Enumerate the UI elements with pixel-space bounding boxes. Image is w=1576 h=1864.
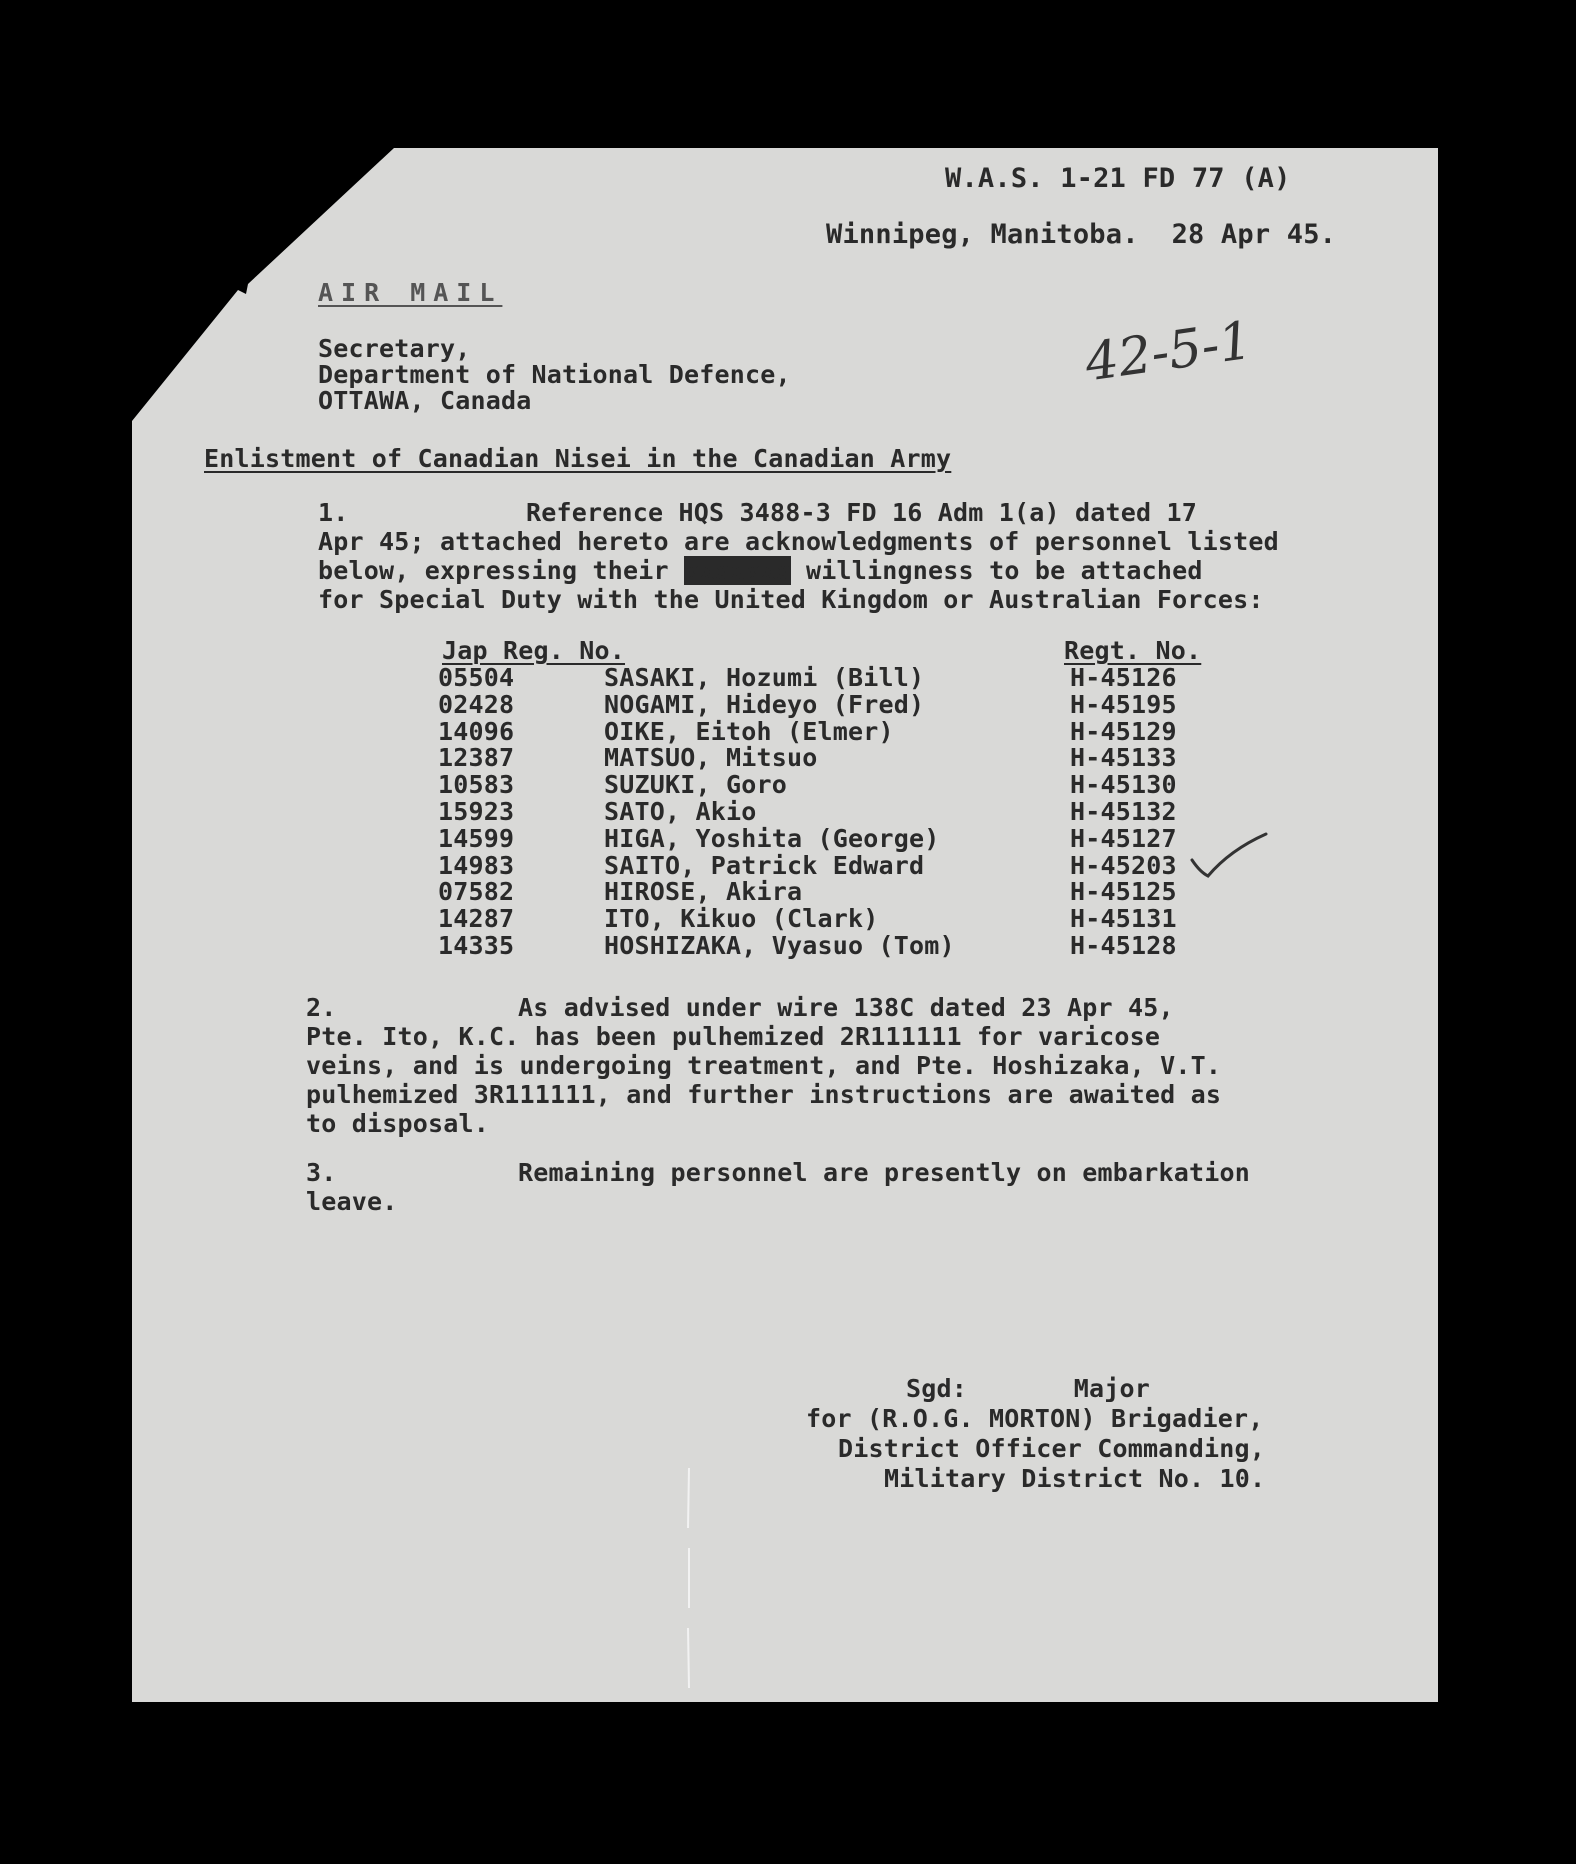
para2-line-3: veins, and is undergoing treatment, and Pte. Hoshizaka, V.T. [306, 1051, 1222, 1080]
para1-line-2: Apr 45; attached hereto are acknowledgments of personnel listed [318, 527, 1279, 556]
para3-line-1: Remaining personnel are presently on embarkation [518, 1158, 1251, 1187]
handwritten-file-number: 42-5-1 [1081, 310, 1256, 394]
para1-line-3 [318, 556, 1203, 585]
signature-line-3: District Officer Commanding, [838, 1434, 1266, 1463]
para2-line-4: pulhemized 3R111111, and further instructions are awaited as [306, 1080, 1222, 1109]
jap-reg-number: 02428 [438, 689, 515, 719]
regt-number: H-45130 [1070, 770, 1177, 800]
column-header-regt-no: Regt. No. [1064, 636, 1202, 665]
regt-number: H-45128 [1070, 931, 1177, 960]
person-name: SASAKI, Hozumi (Bill) [604, 663, 925, 692]
addressee-line-1: Secretary, [318, 334, 471, 363]
jap-reg-number: 14287 [438, 904, 515, 934]
air-mail-heading: AIR MAIL [318, 278, 503, 307]
person-name: OIKE, Eitoh (Elmer) [604, 716, 894, 746]
table-row [0, 877, 1576, 905]
table-row [0, 663, 1576, 691]
person-name: HOSHIZAKA, Vyasuo (Tom) [604, 931, 955, 960]
regt-number: H-45195 [1070, 689, 1177, 719]
table-row [0, 690, 1576, 718]
regt-number: H-45131 [1070, 904, 1177, 934]
jap-reg-number: 12387 [438, 743, 515, 773]
file-reference: W.A.S. 1-21 FD 77 (A) [945, 163, 1291, 194]
column-header-jap-reg-no: Jap Reg. No. [442, 636, 626, 665]
jap-reg-number: 14983 [438, 850, 515, 880]
signature-line-2: for (R.O.G. MORTON) Brigadier, [806, 1404, 1264, 1433]
person-name: HIROSE, Akira [604, 877, 803, 907]
jap-reg-number: 05504 [438, 663, 515, 692]
regt-number: H-45127 [1070, 823, 1177, 853]
para3-line-2: leave. [306, 1187, 398, 1216]
table-row [0, 743, 1576, 771]
scan-artifact-line [683, 1468, 695, 1728]
person-name: SUZUKI, Goro [604, 770, 788, 800]
regt-number: H-45132 [1070, 797, 1177, 826]
para2-line-1: As advised under wire 138C dated 23 Apr 45, [518, 993, 1174, 1022]
signature-line-1: Sgd: Major [906, 1374, 1151, 1403]
regt-number: H-45129 [1070, 716, 1177, 746]
para3-number: 3. [306, 1158, 337, 1187]
regt-number: H-45125 [1070, 877, 1177, 907]
jap-reg-number: 14096 [438, 716, 515, 746]
regt-number: H-45203 [1070, 850, 1177, 880]
person-name: SATO, Akio [604, 797, 757, 826]
para2-number: 2. [306, 993, 337, 1022]
struck-out-word: xxxxxxx [684, 556, 791, 585]
regt-number: H-45126 [1070, 663, 1177, 692]
jap-reg-number: 10583 [438, 770, 515, 800]
jap-reg-number: 14599 [438, 823, 515, 853]
para1-number: 1. [318, 498, 349, 527]
handwritten-checkmark-icon [1190, 830, 1270, 880]
regt-number: H-45133 [1070, 743, 1177, 773]
person-name: NOGAMI, Hideyo (Fred) [604, 689, 925, 719]
jap-reg-number: 15923 [438, 797, 515, 826]
addressee-line-3: OTTAWA, Canada [318, 386, 532, 415]
para1-line-3-pre: below, expressing their [318, 556, 685, 585]
table-row [0, 851, 1576, 879]
table-row [0, 797, 1576, 825]
person-name: MATSUO, Mitsuo [604, 743, 818, 773]
jap-reg-number: 14335 [438, 931, 515, 960]
para2-line-5: to disposal. [306, 1109, 490, 1138]
para1-line-3-post: willingness to be attached [790, 556, 1203, 585]
addressee-line-2: Department of National Defence, [318, 360, 791, 389]
table-row [0, 770, 1576, 798]
person-name: ITO, Kikuo (Clark) [604, 904, 879, 934]
table-row [0, 717, 1576, 745]
jap-reg-number: 07582 [438, 877, 515, 907]
place-and-date: Winnipeg, Manitoba. 28 Apr 45. [826, 219, 1337, 250]
table-row [0, 824, 1576, 852]
person-name: HIGA, Yoshita (George) [604, 823, 940, 853]
signature-line-4: Military District No. 10. [884, 1464, 1266, 1493]
person-name: SAITO, Patrick Edward [604, 850, 925, 880]
subject-heading: Enlistment of Canadian Nisei in the Canadian Army [204, 444, 952, 473]
table-row [0, 904, 1576, 932]
table-row [0, 931, 1576, 959]
para1-line-1: Reference HQS 3488-3 FD 16 Adm 1(a) dated 17 [526, 498, 1198, 527]
para2-line-2: Pte. Ito, K.C. has been pulhemized 2R111111 for varicose [306, 1022, 1161, 1051]
para1-line-4: for Special Duty with the United Kingdom or Australian Forces: [318, 585, 1264, 614]
